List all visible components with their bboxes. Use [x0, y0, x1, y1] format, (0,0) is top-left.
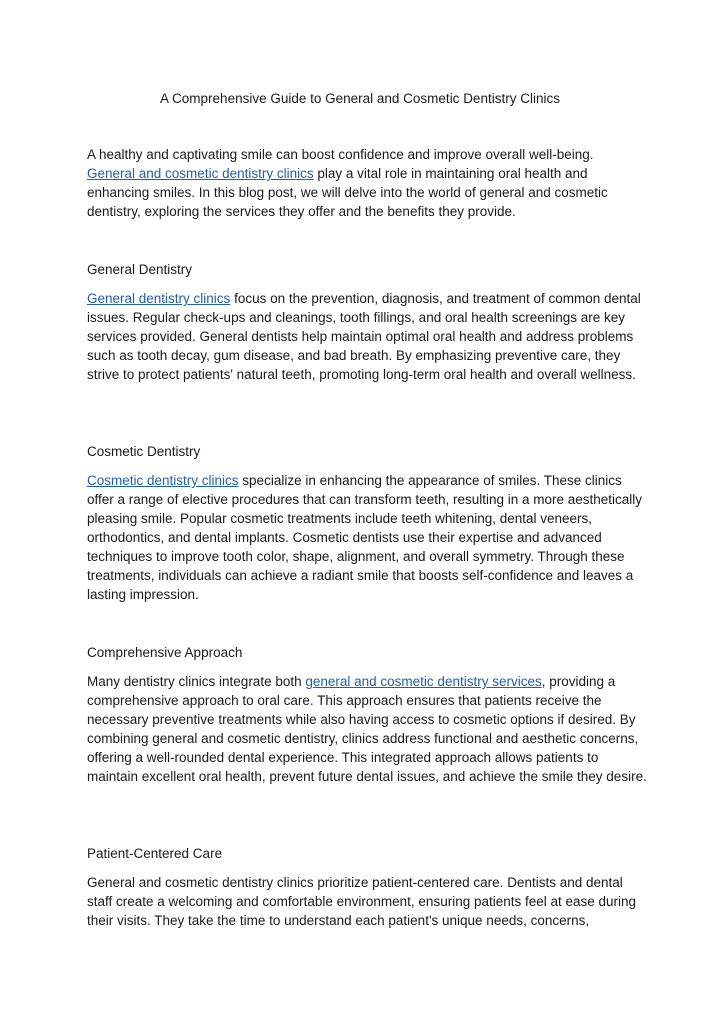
general-dentistry-text: focus on the prevention, diagnosis, and treatment of common dental issues. Regular check-ups and cleanings, tooth fillings, and oral health screenings are key services provided. General dentists help maintain optimal oral health and address problems such as tooth decay, gum disease, and bad breath. By emphasizing preventive care, they strive to protect patients' natural teeth, promoting long-term oral health and overall wellness.	[87, 291, 641, 382]
section-heading-cosmetic-dentistry: Cosmetic Dentistry	[87, 444, 201, 459]
cosmetic-dentistry-text: specialize in enhancing the appearance of smiles. These clinics offer a range of elective procedures that can transform teeth, resulting in a more aesthetically pleasing smile. Popular cosmetic treatments include teeth whitening, dental veneers, orthodontics, and dental implants. Cosmetic dentists use their expertise and advanced techniques to improve tooth color, shape, alignment, and overall symmetry. Through these treatments, individuals can achieve a radiant smile that boosts self-confidence and leaves a lasting impression.	[87, 473, 643, 602]
comprehensive-approach-text: , providing a comprehensive approach to oral care. This approach ensures that patients receive the necessary preventive treatments while also having access to cosmetic options if desired. By combining general and cosmetic dentistry, clinics address functional and aesthetic concerns, offering a well-rounded dental experience. This integrated approach allows patients to maintain excellent oral health, prevent future dental issues, and achieve the smile they desire.	[87, 674, 647, 784]
cosmetic-dentistry-paragraph	[87, 471, 647, 604]
cosmetic-dentistry-clinics-link[interactable]: Cosmetic dentistry clinics	[87, 473, 239, 488]
general-dentistry-paragraph	[87, 289, 647, 384]
general-cosmetic-clinics-link[interactable]: General and cosmetic dentistry clinics	[87, 166, 314, 181]
comprehensive-approach-paragraph	[87, 672, 647, 786]
section-heading-general-dentistry: General Dentistry	[87, 262, 193, 277]
comprehensive-approach-lead-text: Many dentistry clinics integrate both	[87, 674, 306, 689]
general-cosmetic-services-link[interactable]: general and cosmetic dentistry services	[305, 674, 542, 689]
intro-lead-text: A healthy and captivating smile can boost confidence and improve overall well-being.	[87, 147, 594, 162]
section-heading-patient-centered-care: Patient-Centered Care	[87, 846, 223, 861]
patient-centered-care-paragraph	[87, 873, 647, 930]
patient-centered-care-text: General and cosmetic dentistry clinics prioritize patient-centered care. Dentists and dental staff create a welcoming and comfortable environment, ensuring patients feel at ease during their visits. They take the time to understand each patient's unique needs, concerns,	[87, 875, 637, 928]
section-heading-comprehensive-approach: Comprehensive Approach	[87, 645, 243, 660]
intro-paragraph	[87, 145, 647, 221]
document-title: A Comprehensive Guide to General and Cosmetic Dentistry Clinics	[160, 91, 560, 106]
general-dentistry-clinics-link[interactable]: General dentistry clinics	[87, 291, 231, 306]
intro-rest-text: play a vital role in maintaining oral health and enhancing smiles. In this blog post, we will delve into the world of general and cosmetic dentistry, exploring the services they offer and the benefits they provide.	[87, 166, 608, 219]
